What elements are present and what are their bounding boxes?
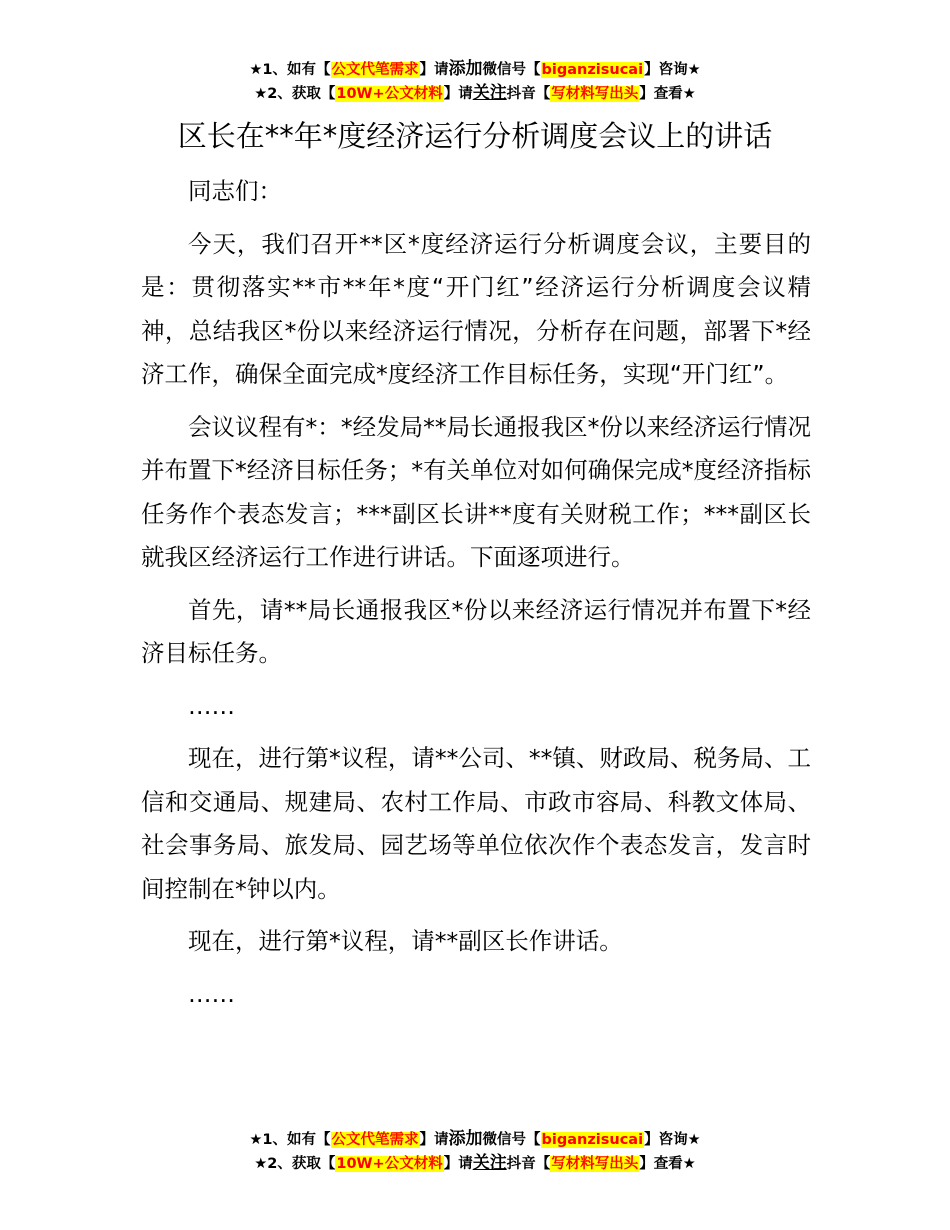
banner-text: 】咨询★ [644, 62, 701, 78]
ellipsis: …… [188, 691, 235, 720]
highlight-wechat-id: biganzisucai [541, 1132, 644, 1148]
banner-text: 微信号【 [482, 1132, 541, 1148]
ellipsis: …… [188, 979, 235, 1008]
highlight-douyin: 写材料写出头 [551, 86, 639, 102]
banner-emphasis: 添加 [448, 59, 483, 79]
banner-text: 】请 [419, 62, 449, 78]
header-banner [0, 58, 950, 106]
highlight-douyin: 写材料写出头 [551, 1156, 639, 1172]
highlight-materials: 10W+公文材料 [336, 1156, 443, 1172]
banner-text: 抖音【 [506, 86, 551, 102]
banner-text: 】请 [443, 1156, 473, 1172]
paragraph: 会议议程有*：*经发局**局长通报我区*份以来经济运行情况并布置下*经济目标任务；*有关单位对如何确保完成*度经济指标任务作个表态发言；***副区长讲**度有关财税工作；***副区长就我区经济运行工作进行讲话。下面逐项进行。 [141, 412, 811, 571]
banner-emphasis: 添加 [448, 1129, 483, 1149]
banner-line-2 [0, 1152, 950, 1176]
document-title: 区长在**年*度经济运行分析调度会议上的讲话 [177, 119, 773, 153]
banner-text: 微信号【 [482, 62, 541, 78]
paragraph: 今天，我们召开**区*度经济运行分析调度会议，主要目的是：贯彻落实**市**年*度“开门红”经济运行分析调度会议精神，总结我区*份以来经济运行情况，分析存在问题，部署下*经济工作，确保全面完成*度经济工作目标任务，实现“开门红”。 [141, 229, 811, 388]
banner-text: 】请 [443, 86, 473, 102]
salutation: 同志们： [188, 177, 282, 205]
highlight-service: 公文代笔需求 [331, 1132, 419, 1148]
banner-emphasis: 关注 [472, 1153, 507, 1173]
highlight-service: 公文代笔需求 [331, 62, 419, 78]
banner-emphasis: 关注 [472, 83, 507, 103]
paragraph: 现在，进行第*议程，请**副区长作讲话。 [188, 927, 623, 955]
banner-text: ★1、如有【 [249, 1132, 331, 1148]
banner-text: 】查看★ [639, 1156, 696, 1172]
banner-text: ★2、获取【 [254, 86, 336, 102]
banner-text: 】查看★ [639, 86, 696, 102]
banner-text: 】请 [419, 1132, 449, 1148]
banner-text: 抖音【 [506, 1156, 551, 1172]
banner-text: 】咨询★ [644, 1132, 701, 1148]
footer-banner [0, 1128, 950, 1176]
banner-line-1 [0, 1128, 950, 1152]
highlight-materials: 10W+公文材料 [336, 86, 443, 102]
banner-line-2 [0, 82, 950, 106]
banner-line-1 [0, 58, 950, 82]
banner-text: ★1、如有【 [249, 62, 331, 78]
paragraph: 现在，进行第*议程，请**公司、**镇、财政局、税务局、工信和交通局、规建局、农村工作局、市政市容局、科教文体局、社会事务局、旅发局、园艺场等单位依次作个表态发言，发言时间控制在*钟以内。 [141, 744, 811, 903]
highlight-wechat-id: biganzisucai [541, 62, 644, 78]
paragraph: 首先，请**局长通报我区*份以来经济运行情况并布置下*经济目标任务。 [141, 595, 811, 667]
document-body [141, 170, 811, 1025]
banner-text: ★2、获取【 [254, 1156, 336, 1172]
